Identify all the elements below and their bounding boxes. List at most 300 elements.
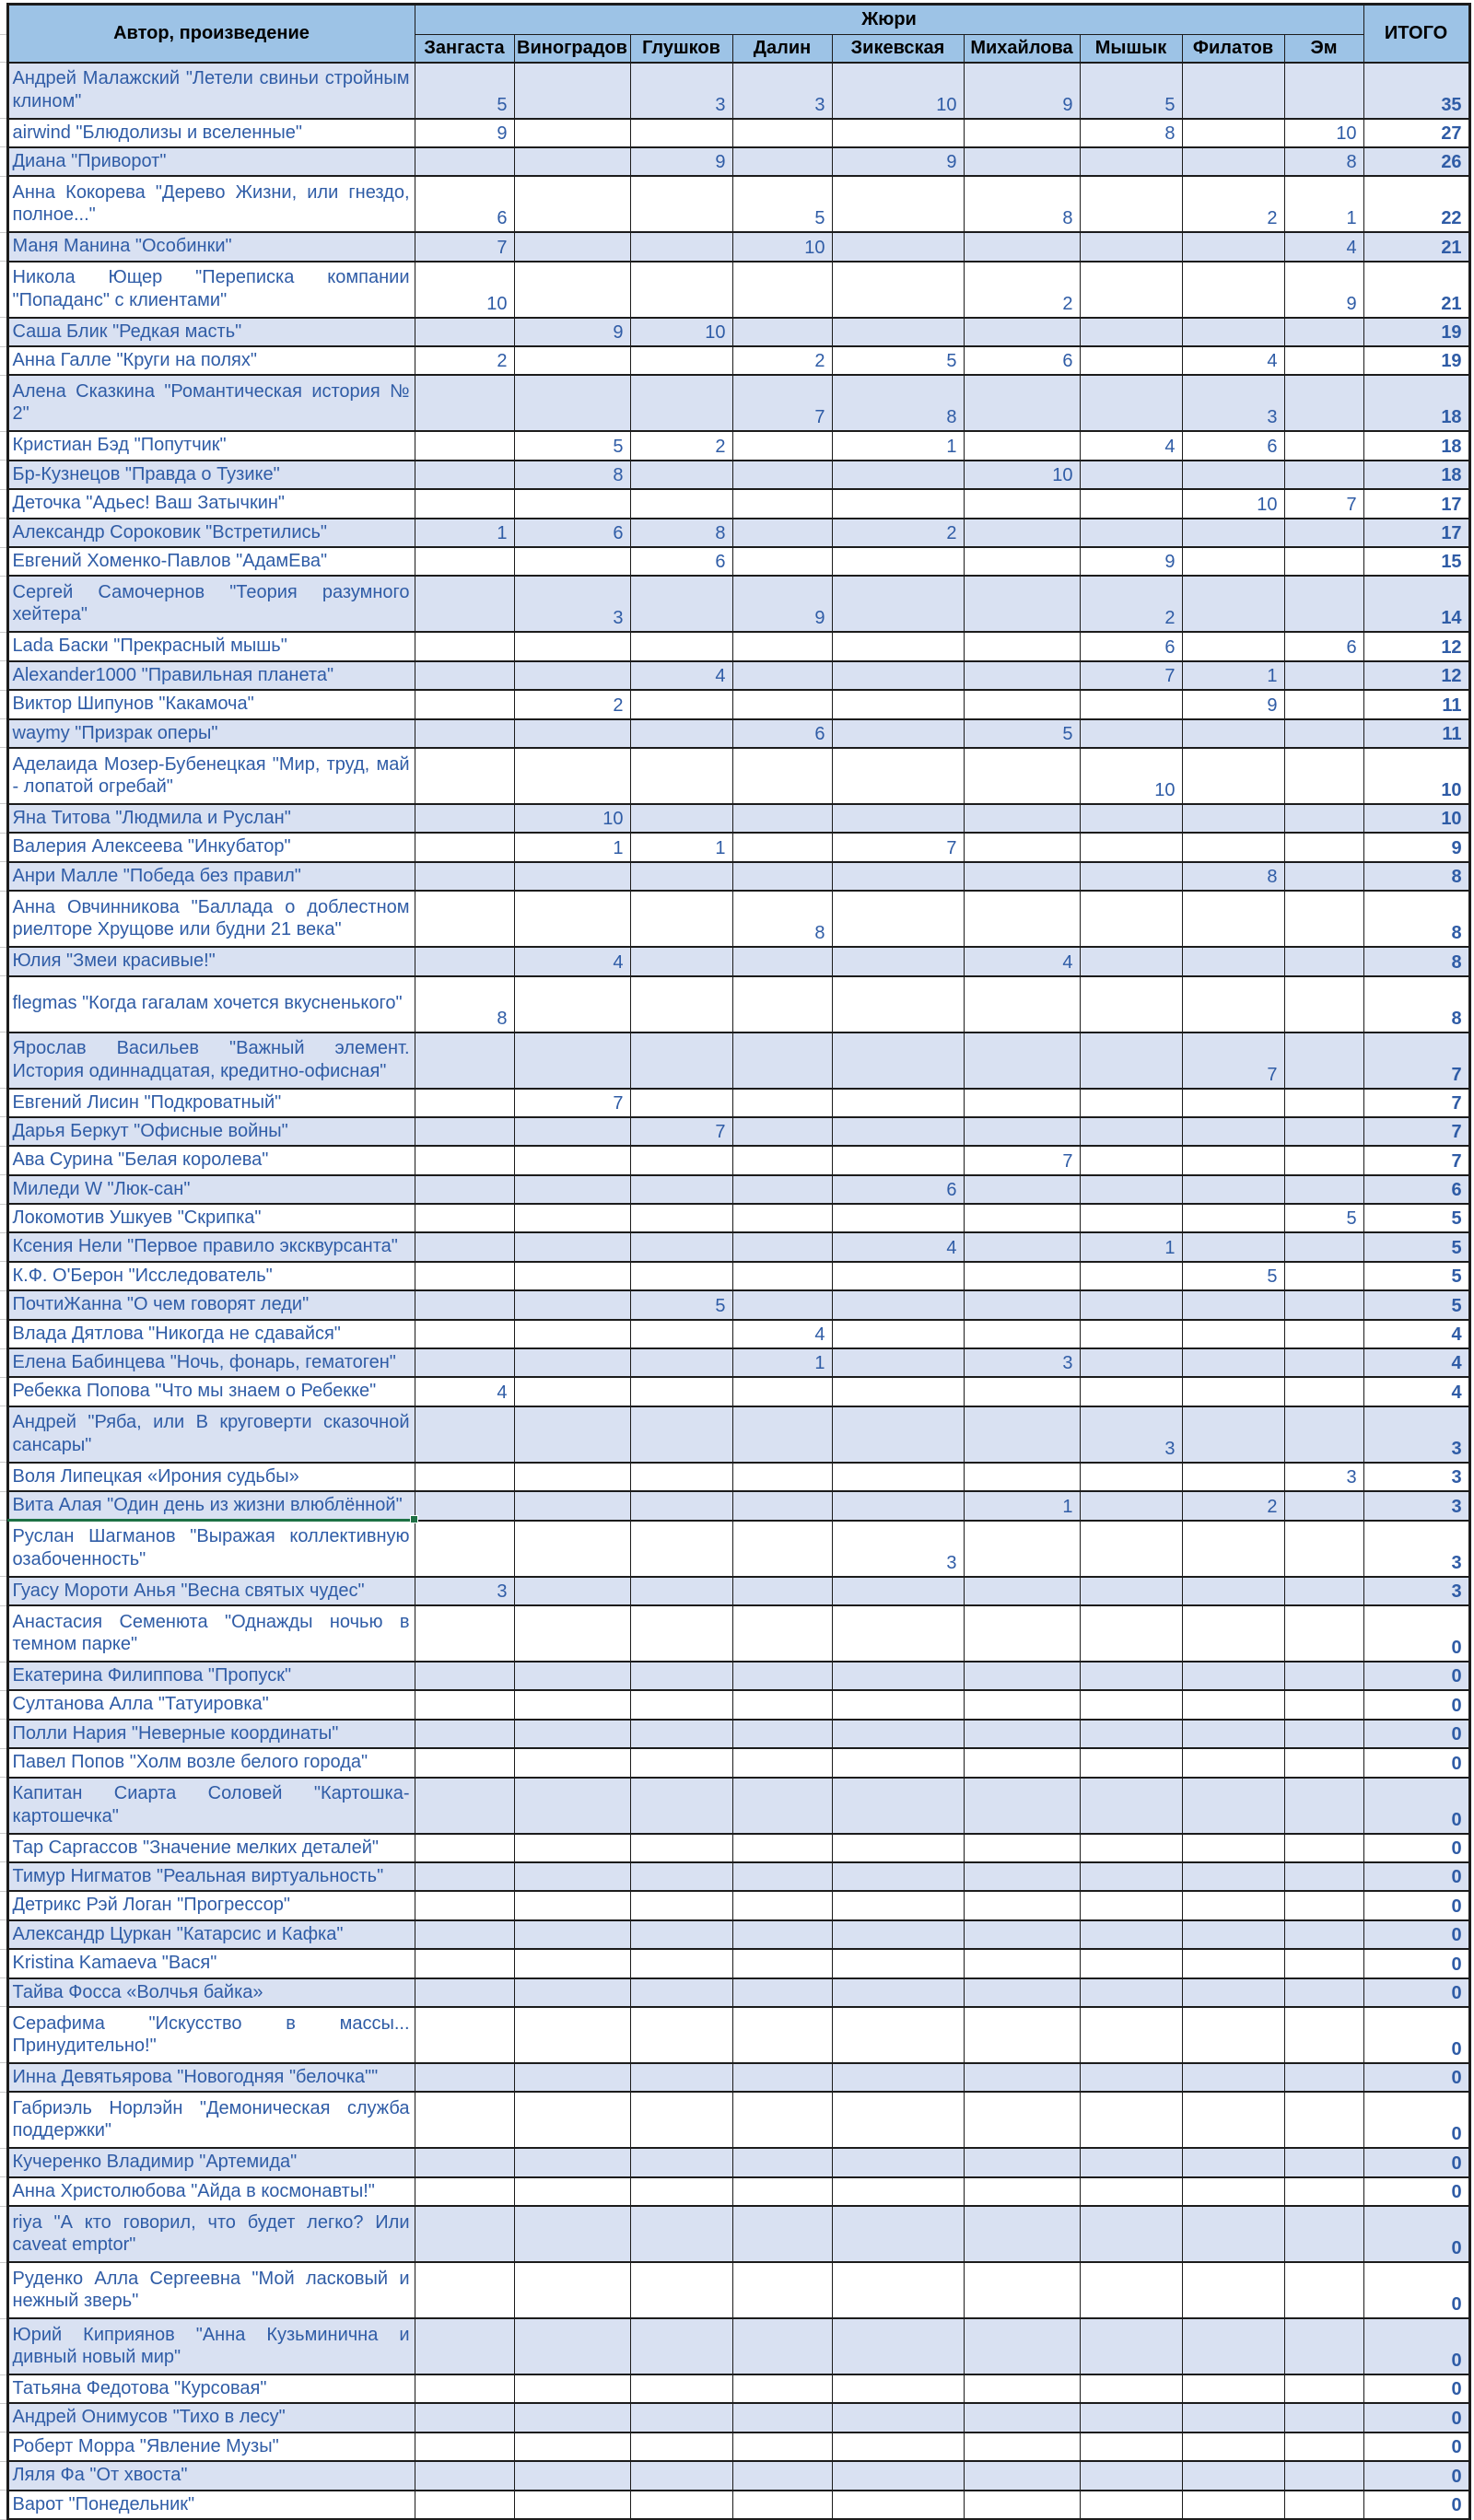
score-cell[interactable] <box>832 1377 964 1406</box>
score-cell[interactable] <box>514 1891 630 1919</box>
score-cell[interactable] <box>964 1521 1080 1577</box>
total-cell[interactable]: 21 <box>1363 232 1469 261</box>
score-cell[interactable] <box>630 1521 732 1577</box>
score-cell[interactable] <box>732 2092 832 2148</box>
score-cell[interactable] <box>415 804 514 833</box>
score-cell[interactable] <box>514 1204 630 1232</box>
total-cell[interactable]: 8 <box>1363 862 1469 891</box>
score-cell[interactable]: 3 <box>415 1577 514 1605</box>
score-cell[interactable]: 6 <box>1182 431 1284 460</box>
score-cell[interactable] <box>1182 1175 1284 1204</box>
author-cell[interactable]: Валерия Алексеева "Инкубатор" <box>7 833 415 861</box>
author-cell[interactable]: airwind "Блюдолизы и вселенные" <box>7 119 415 147</box>
score-cell[interactable] <box>415 1175 514 1204</box>
score-cell[interactable] <box>514 1377 630 1406</box>
score-cell[interactable]: 4 <box>1080 431 1182 460</box>
score-cell[interactable] <box>1284 2092 1363 2148</box>
score-cell[interactable] <box>732 1920 832 1949</box>
score-cell[interactable] <box>964 519 1080 547</box>
score-cell[interactable] <box>1182 833 1284 861</box>
score-cell[interactable] <box>1080 1949 1182 1978</box>
score-cell[interactable] <box>1284 719 1363 748</box>
score-cell[interactable] <box>832 748 964 804</box>
score-cell[interactable] <box>630 2461 732 2490</box>
score-cell[interactable] <box>732 2461 832 2490</box>
score-cell[interactable]: 6 <box>1284 632 1363 660</box>
score-cell[interactable] <box>1284 833 1363 861</box>
score-cell[interactable] <box>1080 461 1182 489</box>
score-cell[interactable] <box>732 690 832 718</box>
score-cell[interactable] <box>832 2403 964 2432</box>
score-cell[interactable] <box>964 2007 1080 2063</box>
score-cell[interactable] <box>630 232 732 261</box>
score-cell[interactable] <box>832 1891 964 1919</box>
score-cell[interactable] <box>732 489 832 518</box>
author-cell[interactable]: Ляля Фа "От хвоста" <box>7 2461 415 2490</box>
author-cell-active[interactable]: Вита Алая "Один день из жизни влюблённой" <box>7 1491 415 1520</box>
score-cell[interactable] <box>1080 2148 1182 2176</box>
score-cell[interactable] <box>832 2461 964 2490</box>
score-cell[interactable]: 2 <box>514 690 630 718</box>
score-cell[interactable] <box>514 147 630 176</box>
score-cell[interactable] <box>964 1662 1080 1690</box>
score-cell[interactable] <box>1080 1720 1182 1748</box>
score-cell[interactable]: 2 <box>630 431 732 460</box>
score-cell[interactable] <box>1284 2177 1363 2206</box>
author-cell[interactable]: Руслан Шагманов "Выражая коллективную озабоченность" <box>7 1521 415 1577</box>
total-cell[interactable]: 8 <box>1363 891 1469 947</box>
total-cell[interactable]: 5 <box>1363 1290 1469 1319</box>
score-cell[interactable]: 8 <box>630 519 732 547</box>
juror-name-header[interactable]: Мышык <box>1080 35 1182 63</box>
score-cell[interactable] <box>415 1320 514 1348</box>
score-cell[interactable] <box>630 119 732 147</box>
score-cell[interactable] <box>832 1920 964 1949</box>
score-cell[interactable] <box>1182 1117 1284 1146</box>
score-cell[interactable] <box>1284 1748 1363 1777</box>
score-cell[interactable] <box>1284 2432 1363 2461</box>
score-cell[interactable] <box>964 147 1080 176</box>
score-cell[interactable]: 5 <box>732 176 832 232</box>
score-cell[interactable] <box>1080 1920 1182 1949</box>
score-cell[interactable] <box>832 2148 964 2176</box>
juror-name-header[interactable]: Михайлова <box>964 35 1080 63</box>
total-cell[interactable]: 4 <box>1363 1348 1469 1377</box>
total-cell[interactable]: 3 <box>1363 1406 1469 1463</box>
author-cell[interactable]: Ксения Нели "Первое правило эксквурсанта" <box>7 1232 415 1261</box>
score-cell[interactable] <box>630 2092 732 2148</box>
score-cell[interactable] <box>415 1348 514 1377</box>
score-cell[interactable] <box>732 1577 832 1605</box>
score-cell[interactable] <box>415 2206 514 2262</box>
total-cell[interactable]: 0 <box>1363 2148 1469 2176</box>
total-cell[interactable]: 14 <box>1363 576 1469 632</box>
total-cell[interactable]: 8 <box>1363 976 1469 1032</box>
score-cell[interactable] <box>630 1377 732 1406</box>
score-cell[interactable] <box>514 1949 630 1978</box>
score-cell[interactable] <box>1284 318 1363 346</box>
score-cell[interactable] <box>1284 862 1363 891</box>
score-cell[interactable] <box>1284 461 1363 489</box>
score-cell[interactable] <box>1284 1720 1363 1748</box>
score-cell[interactable]: 6 <box>514 519 630 547</box>
score-cell[interactable] <box>1284 1348 1363 1377</box>
score-cell[interactable] <box>630 748 732 804</box>
score-cell[interactable] <box>1182 1406 1284 1463</box>
score-cell[interactable] <box>1080 2374 1182 2403</box>
score-cell[interactable] <box>964 1175 1080 1204</box>
score-cell[interactable] <box>1080 1521 1182 1577</box>
score-cell[interactable] <box>1182 1232 1284 1261</box>
score-cell[interactable]: 7 <box>514 1089 630 1117</box>
score-cell[interactable]: 9 <box>832 147 964 176</box>
author-cell[interactable]: Павел Попов "Холм возле белого города" <box>7 1748 415 1777</box>
score-cell[interactable] <box>415 489 514 518</box>
author-cell[interactable]: Андрей Онимусов "Тихо в лесу" <box>7 2403 415 2432</box>
score-cell[interactable]: 3 <box>1284 1463 1363 1491</box>
score-cell[interactable] <box>1182 1377 1284 1406</box>
score-cell[interactable] <box>630 947 732 975</box>
score-cell[interactable] <box>732 833 832 861</box>
score-cell[interactable] <box>514 2403 630 2432</box>
total-cell[interactable]: 22 <box>1363 176 1469 232</box>
score-cell[interactable] <box>1284 1262 1363 1290</box>
score-cell[interactable] <box>415 1862 514 1891</box>
score-cell[interactable]: 10 <box>1080 748 1182 804</box>
total-cell[interactable]: 6 <box>1363 1175 1469 1204</box>
score-cell[interactable] <box>630 176 732 232</box>
score-cell[interactable] <box>630 1720 732 1748</box>
score-cell[interactable] <box>1080 2403 1182 2432</box>
score-cell[interactable] <box>630 1862 732 1891</box>
score-cell[interactable] <box>1284 2262 1363 2318</box>
score-cell[interactable] <box>1284 2063 1363 2092</box>
total-cell[interactable]: 0 <box>1363 2007 1469 2063</box>
score-cell[interactable] <box>1080 262 1182 318</box>
score-cell[interactable] <box>514 1978 630 2007</box>
author-cell[interactable]: Екатерина Филиппова "Пропуск" <box>7 1662 415 1690</box>
score-cell[interactable] <box>832 804 964 833</box>
author-cell[interactable]: Полли Нария "Неверные координаты" <box>7 1720 415 1748</box>
score-cell[interactable] <box>732 519 832 547</box>
score-cell[interactable] <box>514 2262 630 2318</box>
score-cell[interactable] <box>630 1491 732 1520</box>
author-cell[interactable]: Андрей Малажский "Летели свиньи стройным клином" <box>7 63 415 119</box>
score-cell[interactable] <box>630 1834 732 1862</box>
score-cell[interactable] <box>415 2403 514 2432</box>
score-cell[interactable] <box>832 2206 964 2262</box>
total-cell[interactable]: 7 <box>1363 1146 1469 1174</box>
score-cell[interactable] <box>732 632 832 660</box>
score-cell[interactable]: 1 <box>630 833 732 861</box>
score-cell[interactable] <box>964 1690 1080 1719</box>
score-cell[interactable] <box>1080 2007 1182 2063</box>
score-cell[interactable] <box>1182 147 1284 176</box>
score-cell[interactable] <box>630 1146 732 1174</box>
score-cell[interactable] <box>514 632 630 660</box>
score-cell[interactable]: 3 <box>630 63 732 119</box>
score-cell[interactable] <box>1080 1605 1182 1662</box>
author-cell[interactable]: riya "А кто говорил, что будет легко? Или caveat emptor" <box>7 2206 415 2262</box>
score-cell[interactable] <box>1284 1778 1363 1834</box>
score-cell[interactable]: 4 <box>415 1377 514 1406</box>
juror-name-header[interactable]: Зангаста <box>415 35 514 63</box>
score-cell[interactable] <box>1284 2403 1363 2432</box>
score-cell[interactable] <box>514 2318 630 2374</box>
score-cell[interactable] <box>1080 1748 1182 1777</box>
score-cell[interactable]: 4 <box>832 1232 964 1261</box>
score-cell[interactable] <box>832 1320 964 1348</box>
score-cell[interactable]: 3 <box>832 1521 964 1577</box>
score-cell[interactable] <box>832 2177 964 2206</box>
score-cell[interactable] <box>832 862 964 891</box>
score-cell[interactable] <box>732 2007 832 2063</box>
total-cell[interactable]: 35 <box>1363 63 1469 119</box>
score-cell[interactable] <box>1080 2177 1182 2206</box>
score-cell[interactable] <box>832 1949 964 1978</box>
score-cell[interactable] <box>1284 1377 1363 1406</box>
score-cell[interactable] <box>1284 804 1363 833</box>
score-cell[interactable] <box>1182 232 1284 261</box>
author-cell[interactable]: Kristina Kamaeva "Вася" <box>7 1949 415 1978</box>
score-cell[interactable] <box>630 576 732 632</box>
score-cell[interactable]: 8 <box>964 176 1080 232</box>
score-cell[interactable] <box>732 547 832 576</box>
score-cell[interactable] <box>832 119 964 147</box>
score-cell[interactable] <box>415 833 514 861</box>
score-cell[interactable] <box>732 1891 832 1919</box>
total-cell[interactable]: 0 <box>1363 1949 1469 1978</box>
score-cell[interactable] <box>832 1491 964 1520</box>
score-cell[interactable] <box>1284 1089 1363 1117</box>
total-cell[interactable]: 10 <box>1363 804 1469 833</box>
score-cell[interactable]: 6 <box>1080 632 1182 660</box>
score-cell[interactable] <box>630 2262 732 2318</box>
score-cell[interactable] <box>1080 1089 1182 1117</box>
author-cell[interactable]: Кристиан Бэд "Попутчик" <box>7 431 415 460</box>
score-cell[interactable] <box>964 1320 1080 1348</box>
score-cell[interactable] <box>964 1377 1080 1406</box>
score-cell[interactable] <box>514 2063 630 2092</box>
score-cell[interactable] <box>832 2092 964 2148</box>
author-cell[interactable]: Евгений Хоменко-Павлов "АдамЕва" <box>7 547 415 576</box>
score-cell[interactable] <box>964 2432 1080 2461</box>
score-cell[interactable] <box>964 2092 1080 2148</box>
score-cell[interactable]: 7 <box>1080 661 1182 690</box>
juror-name-header[interactable]: Эм <box>1284 35 1363 63</box>
total-cell[interactable]: 5 <box>1363 1204 1469 1232</box>
score-cell[interactable] <box>514 1232 630 1261</box>
score-cell[interactable] <box>1284 2148 1363 2176</box>
author-cell[interactable]: Евгений Лисин "Подкроватный" <box>7 1089 415 1117</box>
author-cell[interactable]: Анна Кокорева "Дерево Жизни, или гнездо, полное..." <box>7 176 415 232</box>
score-cell[interactable] <box>415 1232 514 1261</box>
score-cell[interactable] <box>1284 1117 1363 1146</box>
score-cell[interactable] <box>732 1290 832 1319</box>
score-cell[interactable]: 7 <box>415 232 514 261</box>
score-cell[interactable] <box>514 2148 630 2176</box>
total-cell[interactable]: 21 <box>1363 262 1469 318</box>
score-cell[interactable] <box>1080 1290 1182 1319</box>
score-cell[interactable] <box>1182 547 1284 576</box>
score-cell[interactable] <box>964 862 1080 891</box>
score-cell[interactable] <box>514 1862 630 1891</box>
score-cell[interactable]: 5 <box>514 431 630 460</box>
author-cell[interactable]: Анна Овчинникова "Баллада о доблестном риелторе Хрущове или будни 21 века" <box>7 891 415 947</box>
score-cell[interactable] <box>514 2432 630 2461</box>
score-cell[interactable] <box>832 1117 964 1146</box>
score-cell[interactable] <box>1182 719 1284 748</box>
score-cell[interactable] <box>732 1032 832 1089</box>
total-cell[interactable]: 8 <box>1363 947 1469 975</box>
score-cell[interactable] <box>732 2432 832 2461</box>
score-cell[interactable] <box>630 1690 732 1719</box>
score-cell[interactable] <box>514 1262 630 1290</box>
score-cell[interactable] <box>732 1978 832 2007</box>
score-cell[interactable]: 4 <box>732 1320 832 1348</box>
score-cell[interactable] <box>1080 2318 1182 2374</box>
score-cell[interactable] <box>1284 2007 1363 2063</box>
score-cell[interactable] <box>1284 690 1363 718</box>
score-cell[interactable] <box>1284 375 1363 431</box>
total-cell[interactable]: 0 <box>1363 2432 1469 2461</box>
score-cell[interactable] <box>1284 576 1363 632</box>
score-cell[interactable] <box>630 1949 732 1978</box>
score-cell[interactable] <box>630 1920 732 1949</box>
score-cell[interactable] <box>1080 232 1182 261</box>
score-cell[interactable] <box>964 547 1080 576</box>
score-cell[interactable]: 1 <box>1284 176 1363 232</box>
score-cell[interactable] <box>415 1521 514 1577</box>
total-cell[interactable]: 0 <box>1363 2206 1469 2262</box>
score-cell[interactable] <box>1080 2206 1182 2262</box>
score-cell[interactable] <box>732 262 832 318</box>
total-cell[interactable]: 0 <box>1363 2063 1469 2092</box>
total-cell[interactable]: 0 <box>1363 1920 1469 1949</box>
total-cell[interactable]: 11 <box>1363 719 1469 748</box>
score-cell[interactable] <box>630 2063 732 2092</box>
score-cell[interactable] <box>832 576 964 632</box>
score-cell[interactable] <box>964 1032 1080 1089</box>
score-cell[interactable] <box>630 1348 732 1377</box>
author-cell[interactable]: Анри Малле "Победа без правил" <box>7 862 415 891</box>
score-cell[interactable] <box>630 2318 732 2374</box>
author-cell[interactable]: Руденко Алла Сергеевна "Мой ласковый и нежный зверь" <box>7 2262 415 2318</box>
score-cell[interactable]: 7 <box>964 1146 1080 1174</box>
score-cell[interactable] <box>1284 547 1363 576</box>
score-cell[interactable] <box>1182 2148 1284 2176</box>
score-cell[interactable] <box>1080 1377 1182 1406</box>
score-cell[interactable] <box>964 2063 1080 2092</box>
total-cell[interactable]: 18 <box>1363 375 1469 431</box>
score-cell[interactable] <box>1080 2461 1182 2490</box>
score-cell[interactable]: 6 <box>732 719 832 748</box>
score-cell[interactable] <box>630 489 732 518</box>
total-cell[interactable]: 0 <box>1363 1862 1469 1891</box>
score-cell[interactable] <box>964 661 1080 690</box>
score-cell[interactable] <box>1080 489 1182 518</box>
score-cell[interactable] <box>1080 2491 1182 2519</box>
score-cell[interactable] <box>1182 1690 1284 1719</box>
score-cell[interactable]: 8 <box>1284 147 1363 176</box>
score-cell[interactable] <box>630 862 732 891</box>
score-cell[interactable] <box>732 1204 832 1232</box>
score-cell[interactable] <box>1182 748 1284 804</box>
author-cell[interactable]: Анастасия Семенюта "Однажды ночью в темном парке" <box>7 1605 415 1662</box>
score-cell[interactable]: 10 <box>630 318 732 346</box>
score-cell[interactable] <box>415 2432 514 2461</box>
score-cell[interactable] <box>415 375 514 431</box>
score-cell[interactable] <box>1182 119 1284 147</box>
score-cell[interactable] <box>964 489 1080 518</box>
score-cell[interactable] <box>415 1920 514 1949</box>
score-cell[interactable] <box>1182 2374 1284 2403</box>
total-cell[interactable]: 0 <box>1363 1834 1469 1862</box>
score-cell[interactable]: 2 <box>832 519 964 547</box>
score-cell[interactable] <box>1284 2461 1363 2490</box>
score-cell[interactable] <box>1182 1920 1284 1949</box>
score-cell[interactable] <box>1080 1032 1182 1089</box>
score-cell[interactable] <box>832 2432 964 2461</box>
score-cell[interactable] <box>630 346 732 375</box>
score-cell[interactable] <box>964 1204 1080 1232</box>
score-cell[interactable] <box>732 1662 832 1690</box>
total-cell[interactable]: 18 <box>1363 431 1469 460</box>
total-cell[interactable]: 5 <box>1363 1232 1469 1261</box>
score-cell[interactable] <box>630 1175 732 1204</box>
score-cell[interactable] <box>415 576 514 632</box>
score-cell[interactable] <box>1080 176 1182 232</box>
author-cell[interactable]: Виктор Шипунов "Какамоча" <box>7 690 415 718</box>
score-cell[interactable]: 7 <box>1182 1032 1284 1089</box>
author-cell[interactable]: Серафима "Искусство в массы... Принудительно!" <box>7 2007 415 2063</box>
juror-name-header[interactable]: Виноградов <box>514 35 630 63</box>
score-cell[interactable] <box>964 2318 1080 2374</box>
score-cell[interactable] <box>415 2491 514 2519</box>
score-cell[interactable] <box>1182 262 1284 318</box>
score-cell[interactable] <box>514 661 630 690</box>
score-cell[interactable] <box>415 690 514 718</box>
score-cell[interactable] <box>1080 1891 1182 1919</box>
score-cell[interactable]: 3 <box>1080 1406 1182 1463</box>
score-cell[interactable] <box>1182 576 1284 632</box>
score-cell[interactable] <box>732 1262 832 1290</box>
score-cell[interactable] <box>514 1463 630 1491</box>
score-cell[interactable]: 8 <box>514 461 630 489</box>
score-cell[interactable] <box>964 1577 1080 1605</box>
score-cell[interactable] <box>1080 1662 1182 1690</box>
score-cell[interactable] <box>1080 976 1182 1032</box>
score-cell[interactable] <box>630 690 732 718</box>
score-cell[interactable] <box>732 461 832 489</box>
score-cell[interactable] <box>415 2262 514 2318</box>
author-cell[interactable]: Алена Сказкина "Романтическая история № 2" <box>7 375 415 431</box>
total-cell[interactable]: 7 <box>1363 1089 1469 1117</box>
score-cell[interactable]: 5 <box>630 1290 732 1319</box>
score-cell[interactable]: 5 <box>415 63 514 119</box>
score-cell[interactable] <box>964 2491 1080 2519</box>
score-cell[interactable] <box>964 891 1080 947</box>
score-cell[interactable] <box>1182 2491 1284 2519</box>
score-cell[interactable] <box>415 1032 514 1089</box>
score-cell[interactable] <box>630 1089 732 1117</box>
score-cell[interactable] <box>964 1232 1080 1261</box>
score-cell[interactable]: 8 <box>832 375 964 431</box>
author-cell[interactable]: Андрей "Ряба, или В круговерти сказочной сансары" <box>7 1406 415 1463</box>
score-cell[interactable] <box>1182 63 1284 119</box>
score-cell[interactable] <box>630 804 732 833</box>
total-cell[interactable]: 27 <box>1363 119 1469 147</box>
